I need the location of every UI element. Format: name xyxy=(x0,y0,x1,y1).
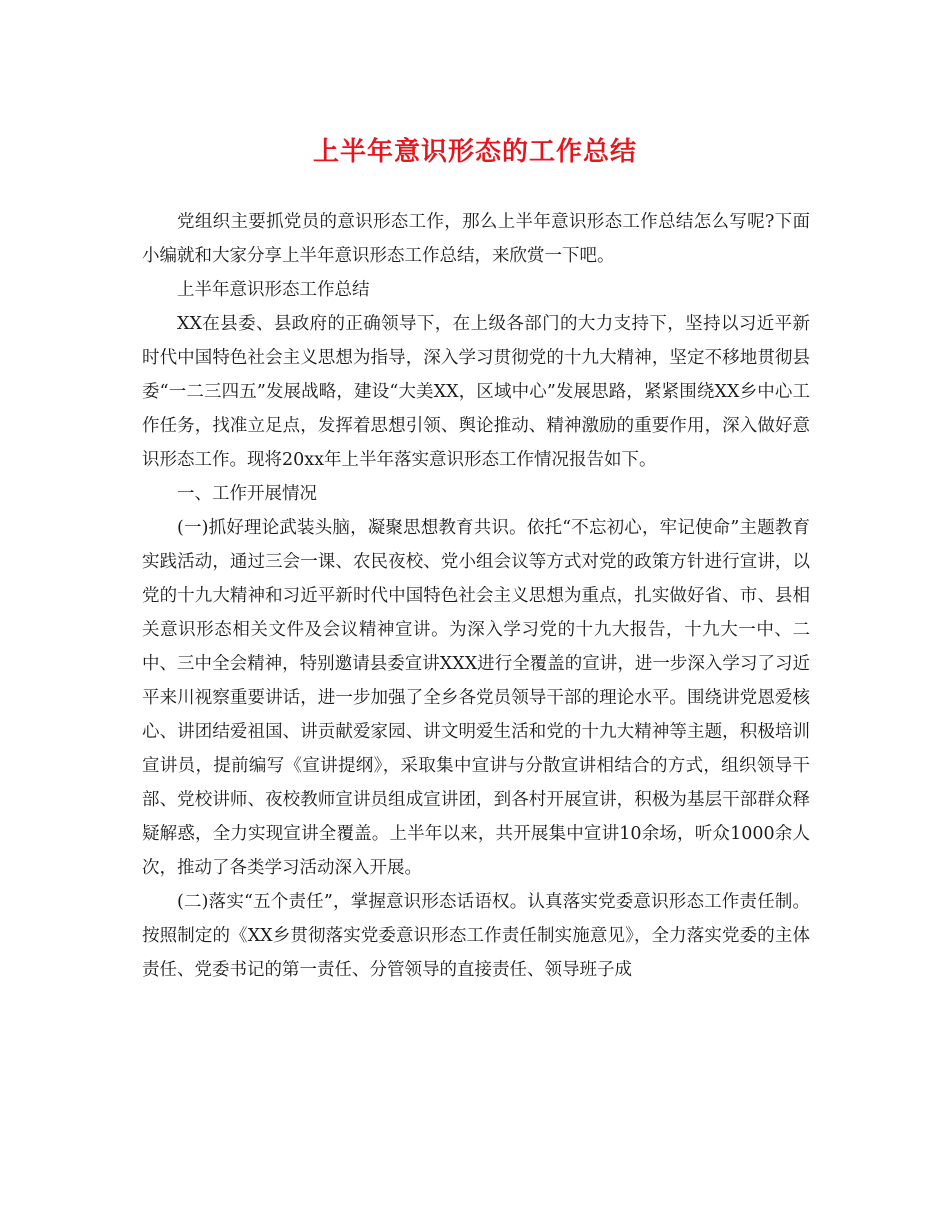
paragraph-item-2: (二)落实“五个责任”，掌握意识形态话语权。认真落实党委意识形态工作责任制。按照制定的《XX乡贯彻落实党委意识形态工作责任制实施意见》，全力落实党委的主体责任、党委书记的第一责任、分管领导的直接责任、领导班子成 xyxy=(142,892,810,980)
document-body xyxy=(142,205,810,987)
paragraph-overview: XX在县委、县政府的正确领导下，在上级各部门的大力支持下，坚持以习近平新时代中国特色社会主义思想为指导，深入学习贯彻党的十九大精神，坚定不移地贯彻县委“一二三四五”发展战略，建设“大美XX，区域中心”发展思路，紧紧围绕XX乡中心工作任务，找准立足点，发挥着思想引领、舆论推动、精神激励的重要作用，深入做好意识形态工作。现将20xx年上半年落实意识形态工作情况报告如下。 xyxy=(142,314,810,470)
paragraph-subtitle: 上半年意识形态工作总结 xyxy=(177,280,370,300)
section-heading: 一、工作开展情况 xyxy=(177,484,317,504)
document-title: 上半年意识形态的工作总结 xyxy=(312,137,637,167)
paragraph-item-1: (一)抓好理论武装头脑，凝聚思想教育共识。依托“不忘初心，牢记使命”主题教育实践活动，通过三会一课、农民夜校、党小组会议等方式对党的政策方针进行宣讲，以党的十九大精神和习近平新时代中国特色社会主义思想为重点，扎实做好省、市、县相关意识形态相关文件及会议精神宣讲。为深入学习党的十九大报告，十九大一中、二中、三中全会精神，特别邀请县委宣讲XXX进行全覆盖的宣讲，进一步深入学习了习近平来川视察重要讲话，进一步加强了全乡各党员领导干部的理论水平。围绕讲党恩爱核心、讲团结爱祖国、讲贡献爱家园、讲文明爱生活和党的十九大精神等主题，积极培训宣讲员，提前编写《宣讲提纲》，采取集中宣讲与分散宣讲相结合的方式，组织领导干部、党校讲师、夜校教师宣讲员组成宣讲团，到各村开展宣讲，积极为基层干部群众释疑解惑，全力实现宣讲全覆盖。上半年以来，共开展集中宣讲10余场，听众1000余人次，推动了各类学习活动深入开展。 xyxy=(142,518,810,878)
paragraph-intro: 党组织主要抓党员的意识形态工作，那么上半年意识形态工作总结怎么写呢?下面小编就和大家分享上半年意识形态工作总结，来欣赏一下吧。 xyxy=(142,212,810,266)
